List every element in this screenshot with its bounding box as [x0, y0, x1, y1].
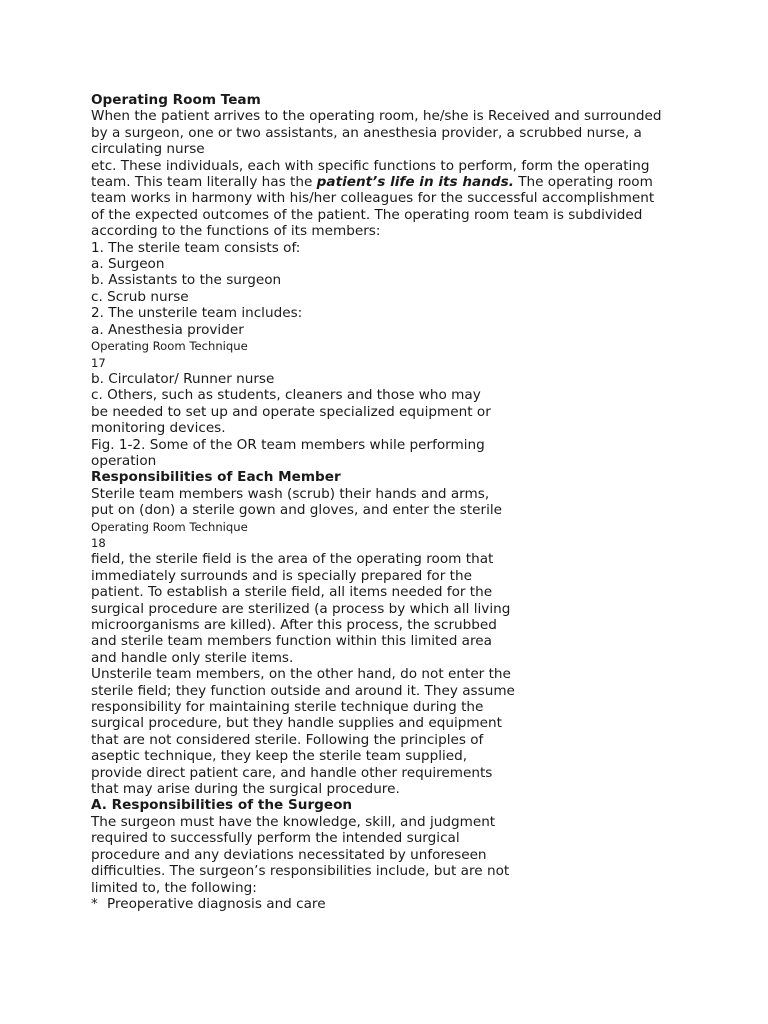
field-paragraph-line-4: surgical procedure are sterilized (a process by which all living — [91, 600, 511, 617]
intro-line-4: etc. These individuals, each with specific functions to perform, form the operating — [91, 157, 650, 174]
intro-line-5-post: The operating room — [513, 174, 653, 191]
running-header-page-number: 17 — [91, 355, 106, 370]
intro-line-1: When the patient arrives to the operating room, he/she is Received and surrounded — [91, 108, 662, 125]
intro-line-5 — [91, 174, 691, 190]
unsterile-team-item-a: a. Anesthesia provider — [91, 321, 244, 338]
unsterile-paragraph-line-2: sterile field; they function outside and around it. They assume — [91, 682, 515, 699]
field-paragraph-line-2: immediately surrounds and is specially prepared for the — [91, 567, 472, 584]
unsterile-paragraph-line-8: that may arise during the surgical procedure. — [91, 781, 400, 798]
section-heading-surgeon: A. Responsibilities of the Surgeon — [91, 797, 353, 814]
sterile-team-item-b: b. Assistants to the surgeon — [91, 272, 282, 289]
intro-line-8: according to the functions of its members: — [91, 223, 381, 240]
unsterile-paragraph-line-6: aseptic technique, they keep the sterile team supplied, — [91, 748, 468, 765]
intro-line-2: by a surgeon, one or two assistants, an anesthesia provider, a scrubbed nurse, a — [91, 124, 642, 141]
unsterile-paragraph-line-7: provide direct patient care, and handle other requirements — [91, 764, 493, 781]
intro-emphasis: patient’s life in its hands. — [316, 174, 514, 191]
unsterile-paragraph-line-3: responsibility for maintaining sterile technique during the — [91, 699, 484, 716]
document-page — [91, 92, 691, 912]
asterisk-bullet-icon: * — [91, 895, 98, 912]
unsterile-paragraph-line-1: Unsterile team members, on the other hand, do not enter the — [91, 666, 511, 683]
bullet-item-text: Preoperative diagnosis and care — [107, 895, 326, 912]
running-header-title: Operating Room Technique — [91, 519, 248, 534]
running-header-page-number: 18 — [91, 535, 106, 550]
surgeon-paragraph-line-5: limited to, the following: — [91, 879, 257, 896]
unsterile-team-title: 2. The unsterile team includes: — [91, 305, 303, 322]
unsterile-team-item-c-line-1: c. Others, such as students, cleaners and those who may — [91, 387, 481, 404]
figure-caption-line-1: Fig. 1-2. Some of the OR team members while performing — [91, 436, 485, 453]
unsterile-team-item-b: b. Circulator/ Runner nurse — [91, 370, 275, 387]
field-paragraph-line-7: and handle only sterile items. — [91, 649, 294, 666]
unsterile-team-item-c-line-3: monitoring devices. — [91, 420, 226, 437]
surgeon-paragraph-line-1: The surgeon must have the knowledge, skill, and judgment — [91, 813, 496, 830]
section-heading-or-team: Operating Room Team — [91, 92, 261, 108]
intro-line-7: of the expected outcomes of the patient. The operating room team is subdivided — [91, 206, 643, 223]
figure-caption-line-2: operation — [91, 452, 157, 469]
running-header-title: Operating Room Technique — [91, 339, 248, 354]
field-paragraph-line-3: patient. To establish a sterile field, all items needed for the — [91, 584, 493, 601]
sterile-team-title: 1. The sterile team consists of: — [91, 239, 301, 256]
unsterile-team-item-c-line-2: be needed to set up and operate specialized equipment or — [91, 403, 491, 420]
surgeon-paragraph-line-2: required to successfully perform the intended surgical — [91, 830, 460, 847]
sterile-paragraph-line-1: Sterile team members wash (scrub) their hands and arms, — [91, 485, 490, 502]
surgeon-paragraph-line-4: difficulties. The surgeon’s responsibilities include, but are not — [91, 863, 510, 880]
sterile-paragraph-line-2: put on (don) a sterile gown and gloves, and enter the sterile — [91, 502, 503, 519]
unsterile-paragraph-line-4: surgical procedure, but they handle supplies and equipment — [91, 715, 502, 732]
field-paragraph-line-1: field, the sterile field is the area of the operating room that — [91, 551, 494, 568]
field-paragraph-line-6: and sterile team members function within this limited area — [91, 633, 492, 650]
bullet-item — [91, 896, 691, 912]
surgeon-paragraph-line-3: procedure and any deviations necessitated by unforeseen — [91, 846, 487, 863]
intro-line-3: circulating nurse — [91, 141, 205, 158]
unsterile-paragraph-line-5: that are not considered sterile. Following the principles of — [91, 731, 484, 748]
field-paragraph-line-5: microorganisms are killed). After this process, the scrubbed — [91, 617, 497, 633]
intro-line-6: team works in harmony with his/her colleagues for the successful accomplishment — [91, 190, 655, 207]
intro-line-5-pre: team. This team literally has the — [91, 174, 317, 191]
sterile-team-item-a: a. Surgeon — [91, 256, 165, 273]
section-heading-responsibilities: Responsibilities of Each Member — [91, 469, 341, 486]
sterile-team-item-c: c. Scrub nurse — [91, 288, 189, 305]
